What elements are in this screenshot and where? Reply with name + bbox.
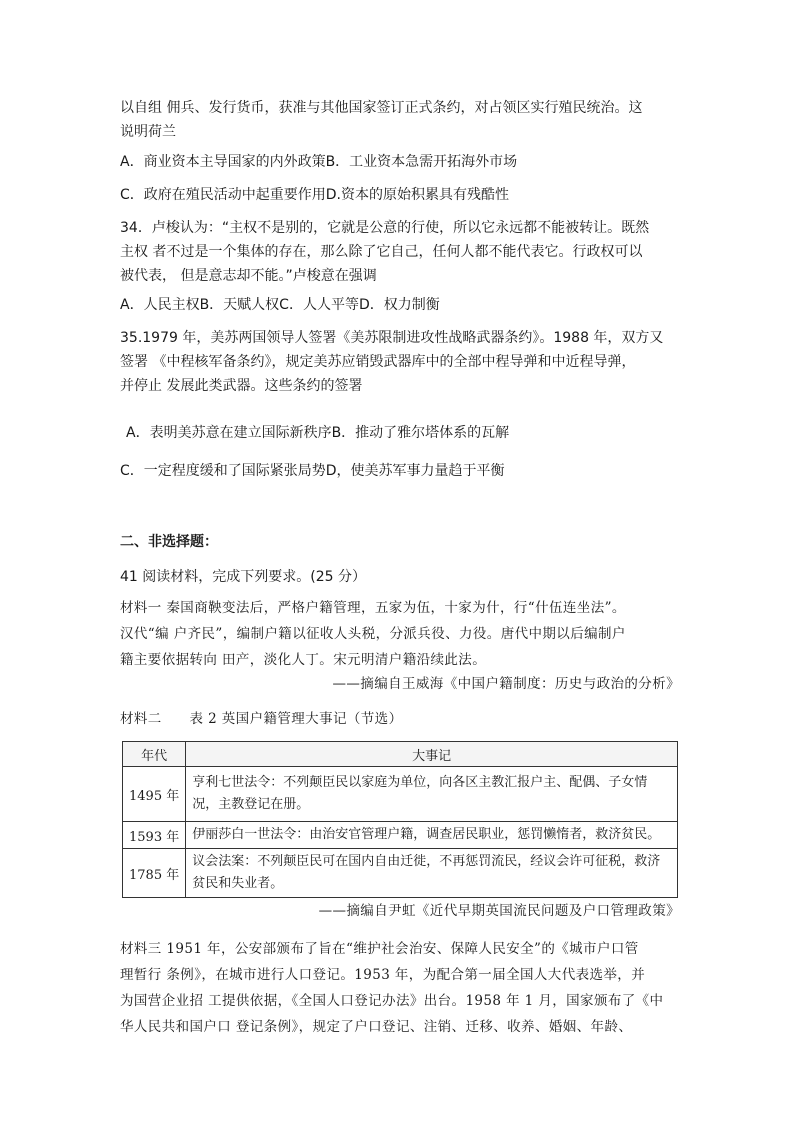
material1-text <box>120 595 680 673</box>
q33-stem <box>120 96 680 144</box>
q35-stem-line: 并停止 发展此类武器。这些条约的签署 <box>120 378 363 394</box>
table-header-row <box>123 742 678 767</box>
q33-stem-line: 说明荷兰 <box>120 124 176 140</box>
table-header-year: 年代 <box>123 742 186 767</box>
q35-options-ab: A．表明美苏意在建立国际新秩序B．推动了雅尔塔体系的瓦解 <box>126 425 510 441</box>
table-cell-event: 亨利七世法令：不列颠臣民以家庭为单位，向各区主教汇报户主、配偶、子女情况，主教登记在册。 <box>186 767 678 822</box>
material1-line: 籍主要依据转向 田产，淡化人丁。宋元明清户籍沿续此法。 <box>120 652 487 668</box>
table-cell-year: 1593 年 <box>123 822 186 849</box>
q34-options: A．人民主权B．天赋人权C．人人平等D．权力制衡 <box>120 297 440 313</box>
q35-stem-line: 35.1979 年，美苏两国领导人签署《美苏限制进攻性战略武器条约》。1988 年，双方又 <box>120 330 664 346</box>
table-row <box>123 849 678 898</box>
material2-title: 材料二 表 2 英国户籍管理大事记（节选） <box>120 711 403 727</box>
table-cell-event: 议会法案：不列颠臣民可在国内自由迁徙，不再惩罚流民，经议会许可征税，救济贫民和失业者。 <box>186 849 678 898</box>
table-cell-event: 伊丽莎白一世法令：由治安官管理户籍，调查居民职业，惩罚懒惰者，救济贫民。 <box>186 822 678 849</box>
q34-stem-line: 被代表， 但是意志却不能。”卢梭意在强调 <box>120 268 377 284</box>
material3-line: 材料三 1951 年，公安部颁布了旨在“维护社会治安、保障人民安全”的《城市户口管 <box>120 941 639 957</box>
q34-stem <box>120 216 680 288</box>
q33-options-cd: C．政府在殖民活动中起重要作用D.资本的原始积累具有残酷性 <box>120 187 510 203</box>
q34-stem-line: 34．卢梭认为：“主权不是别的，它就是公意的行使，所以它永远都不能被转让。既然 <box>120 220 650 236</box>
q33-options-ab: A．商业资本主导国家的内外政策B．工业资本急需开拓海外市场 <box>120 154 518 170</box>
table-cell-year: 1495 年 <box>123 767 186 822</box>
q41-intro: 41 阅读材料，完成下列要求。(25 分） <box>120 569 366 585</box>
table-row <box>123 767 678 822</box>
q35-options-cd: C．一定程度缓和了国际紧张局势D，使美苏军事力量趋于平衡 <box>120 463 505 479</box>
table-row <box>123 822 678 849</box>
q33-stem-line: 以自组 佣兵、发行货币，获准与其他国家签订正式条约，对占领区实行殖民统治。这 <box>120 100 643 116</box>
table-cell-year: 1785 年 <box>123 849 186 898</box>
q34-stem-line: 主权 者不过是一个集体的存在，那么除了它自己，任何人都不能代表它。行政权可以 <box>120 244 643 260</box>
material2-source: ——摘编自尹虹《近代早期英国流民问题及户口管理政策》 <box>318 903 680 919</box>
q35-stem-line: 签署 《中程核军备条约》，规定美苏应销毁武器库中的全部中程导弹和中近程导弹， <box>120 354 636 370</box>
material3-line: 理暂行 条例》，在城市进行人口登记。1953 年，为配合第一届全国人大代表选举，并 <box>120 967 646 983</box>
section-heading: 二、非选择题： <box>120 534 218 550</box>
household-record-table <box>122 741 678 898</box>
material1-line: 汉代“编 户齐民”，编制户籍以征收人头税，分派兵役、力役。唐代中期以后编制户 <box>120 626 626 642</box>
material3-text <box>120 936 680 1040</box>
table-header-event: 大事记 <box>186 742 678 767</box>
material1-source: ——摘编自王威海《中国户籍制度：历史与政治的分析》 <box>332 676 680 692</box>
material3-line: 为国营企业招 工提供依据，《全国人口登记办法》出台。1958 年 1 月，国家颁布了《中 <box>120 993 664 1009</box>
material3-line: 华人民共和国户口 登记条例》，规定了户口登记、注销、迁移、收养、婚姻、年龄、 <box>120 1019 633 1035</box>
q35-stem <box>120 326 680 398</box>
material1-line: 材料一 秦国商鞅变法后，严格户籍管理，五家为伍，十家为什，行“什伍连坐法”。 <box>120 600 626 616</box>
